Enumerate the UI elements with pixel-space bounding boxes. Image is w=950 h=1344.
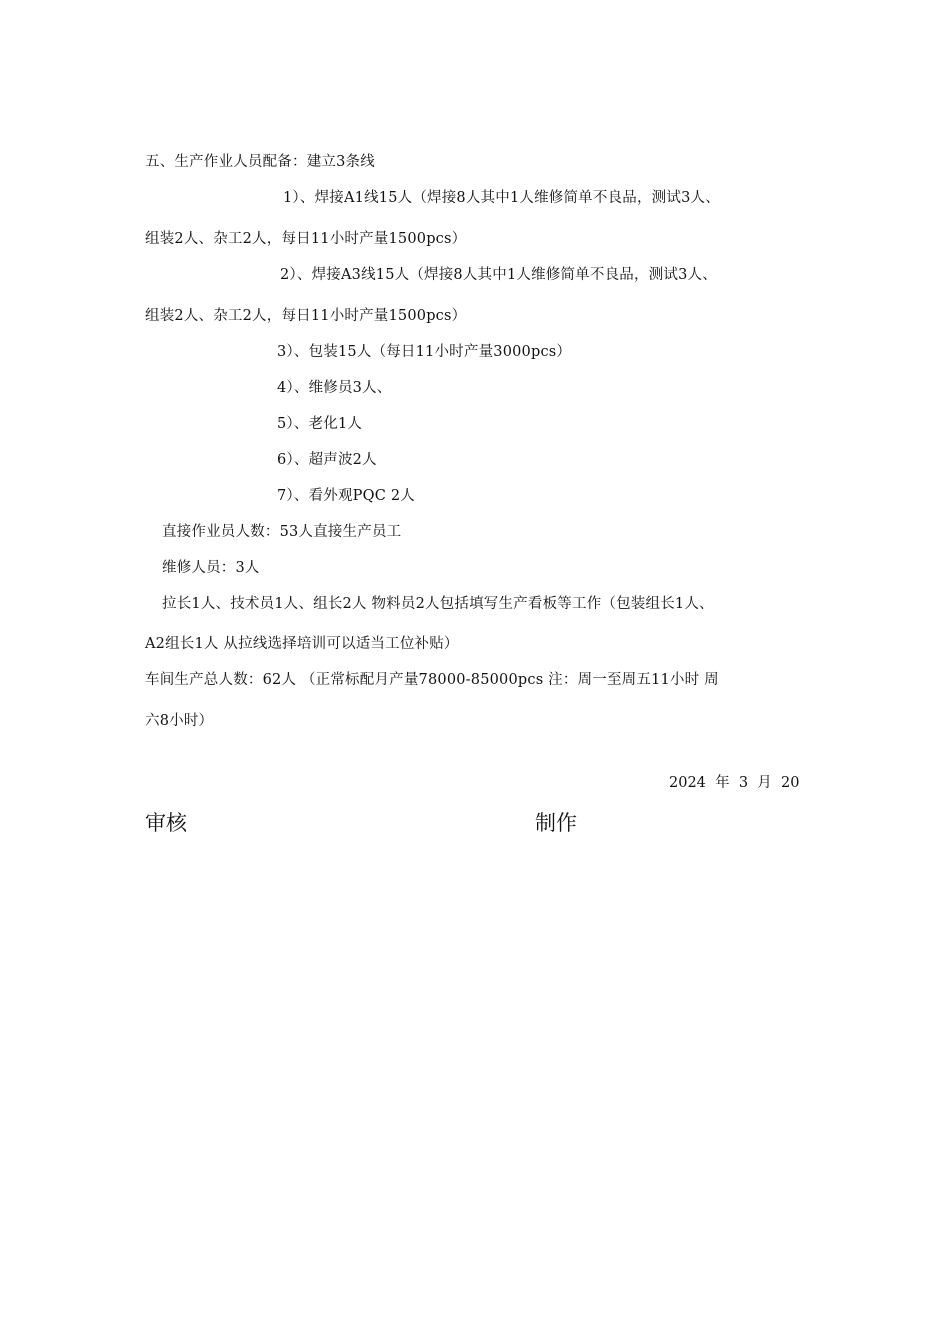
line-a1-cont: 组装2人、杂工2人，每日11小时产量1500pcs） xyxy=(145,231,467,247)
item-ultrasonic: 6）、超声波2人 xyxy=(277,452,377,468)
line-a3-first: 2）、焊接A3线15人（焊接8人其中1人维修简单不良品，测试3人、 xyxy=(280,267,717,283)
item-repair: 4）、维修员3人、 xyxy=(277,380,392,396)
item-aging: 5）、老化1人 xyxy=(277,416,363,432)
item-packing: 3）、包装15人（每日11小时产量3000pcs） xyxy=(277,344,572,360)
summary-staff-1: 拉长1人、技术员1人、组长2人 物料员2人包括填写生产看板等工作（包装组长1人、 xyxy=(162,596,714,612)
section-heading: 五、生产作业人员配备：建立3条线 xyxy=(145,154,375,170)
summary-staff-2: A2组长1人 从拉线选择培训可以适当工位补贴） xyxy=(145,636,459,652)
document-date: 2024 年 3 月 20 xyxy=(669,775,800,791)
summary-total-2: 六8小时） xyxy=(145,713,214,729)
summary-direct: 直接作业员人数：53人直接生产员工 xyxy=(162,524,402,540)
summary-repair: 维修人员：3人 xyxy=(162,560,260,576)
line-a3-cont: 组装2人、杂工2人，每日11小时产量1500pcs） xyxy=(145,308,467,324)
summary-total-1: 车间生产总人数：62人 （正常标配月产量78000-85000pcs 注：周一至周五11小时 周 xyxy=(145,672,719,688)
line-a1-first: 1）、焊接A1线15人（焊接8人其中1人维修简单不良品，测试3人、 xyxy=(283,190,720,206)
item-pqc: 7）、看外观PQC 2人 xyxy=(277,488,415,504)
made-label: 制作 xyxy=(535,811,577,835)
review-label: 审核 xyxy=(145,811,187,835)
